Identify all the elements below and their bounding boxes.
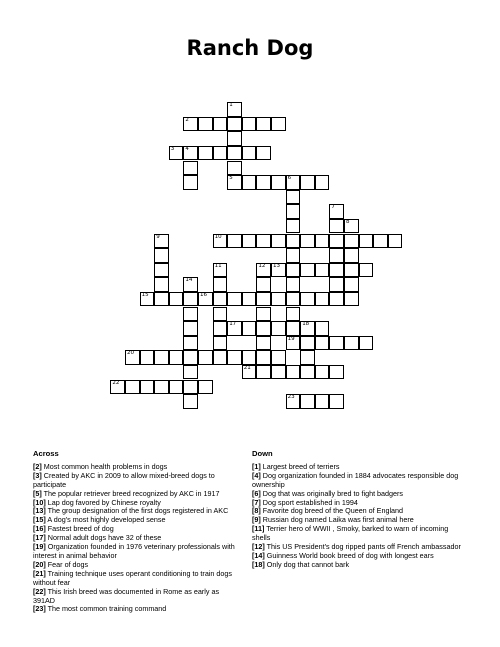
grid-cell[interactable] [227,161,242,176]
grid-cell[interactable] [359,234,374,249]
clue-number: [18] [252,559,265,569]
clue-text: Favorite dog breed of the Queen of England [260,506,404,516]
cell-number: 1 [229,102,233,109]
cell-number: 23 [287,394,295,401]
cell-number: 3 [170,145,175,152]
grid-cell[interactable] [329,219,344,234]
grid-cell[interactable] [344,277,359,292]
grid-cell[interactable] [271,263,286,278]
grid-cell[interactable] [169,380,184,395]
grid-cell[interactable] [242,321,257,336]
grid-cell[interactable] [271,350,286,365]
grid-cell[interactable] [213,263,228,278]
across-clues [33,450,241,614]
grid-cell[interactable] [329,394,344,409]
grid-cell[interactable] [300,292,315,307]
grid-cell[interactable] [213,350,228,365]
cell-number: 10 [214,233,222,240]
grid-cell[interactable] [286,234,301,249]
grid-cell[interactable] [256,307,271,322]
clue-number: [9] [252,515,261,525]
grid-cell[interactable] [344,219,359,234]
grid-cell[interactable] [286,321,301,336]
grid-cell[interactable] [213,321,228,336]
clue-text: Russian dog named Laika was first animal here [260,515,414,525]
clue-number: [17] [33,533,46,543]
grid-cell[interactable] [140,350,155,365]
grid-cell[interactable] [256,263,271,278]
grid-cell[interactable] [344,248,359,263]
cell-number: 7 [331,204,335,211]
clue-number: [11] [252,524,265,534]
clue-text: The most common training command [45,604,167,614]
grid-cell[interactable] [256,350,271,365]
clue-number: [20] [33,559,46,569]
grid-cell[interactable] [242,365,257,380]
grid-cell[interactable] [286,292,301,307]
clue-text: The group designation of the first dogs registered in AKC [45,506,229,516]
grid-cell[interactable] [315,234,330,249]
grid-cell[interactable] [183,380,198,395]
grid-cell[interactable] [286,277,301,292]
grid-cell[interactable] [169,146,184,161]
grid-cell[interactable] [183,277,198,292]
clue-number: [6] [252,488,261,498]
grid-cell[interactable] [286,394,301,409]
clue-text: Dog organization founded in 1884 advocates responsible dog ownership [252,470,459,489]
grid-cell[interactable] [300,336,315,351]
clue-number: [21] [33,568,46,578]
grid-cell[interactable] [359,336,374,351]
across-clue [33,570,241,588]
grid-cell[interactable] [286,175,301,190]
grid-cell[interactable] [256,277,271,292]
across-clue [33,588,241,606]
grid-cell[interactable] [183,365,198,380]
grid-cell[interactable] [183,307,198,322]
grid-cell[interactable] [329,336,344,351]
grid-cell[interactable] [315,321,330,336]
clue-text: Created by AKC in 2009 to allow mixed-breed dogs to participate [33,470,215,489]
across-clue-list [33,463,241,614]
grid-cell[interactable] [344,336,359,351]
cell-number: 18 [302,321,310,328]
grid-cell[interactable] [198,117,213,132]
grid-cell[interactable] [286,307,301,322]
grid-cell[interactable] [329,248,344,263]
clue-text: This US President's dog ripped pants off French ambassador [264,542,461,552]
grid-cell[interactable] [154,350,169,365]
clue-number: [23] [33,604,46,614]
across-heading: Across [33,449,59,458]
down-clue [252,525,466,543]
grid-cell[interactable] [256,234,271,249]
grid-cell[interactable] [154,234,169,249]
clue-number: [13] [33,506,46,516]
grid-cell[interactable] [198,292,213,307]
grid-cell[interactable] [300,234,315,249]
clue-text: Terrier hero of WWII , Smoky, barked to warn of incoming shells [252,524,449,543]
cell-number: 12 [258,262,266,269]
grid-cell[interactable] [300,321,315,336]
grid-cell[interactable] [227,146,242,161]
clue-number: [16] [33,524,46,534]
grid-cell[interactable] [183,161,198,176]
grid-cell[interactable] [198,146,213,161]
grid-cell[interactable] [286,219,301,234]
clue-text: Fastest breed of dog [45,524,114,534]
grid-cell[interactable] [300,350,315,365]
grid-cell[interactable] [256,365,271,380]
grid-cell[interactable] [329,204,344,219]
grid-cell[interactable] [300,263,315,278]
grid-cell[interactable] [286,204,301,219]
cell-number: 4 [185,145,189,152]
grid-cell[interactable] [213,336,228,351]
grid-cell[interactable] [373,234,388,249]
grid-cell[interactable] [154,380,169,395]
grid-cell[interactable] [256,292,271,307]
grid-cell[interactable] [315,263,330,278]
clue-number: [14] [252,550,265,560]
cell-number: 8 [346,218,350,225]
clue-text: Organization founded in 1976 veterinary professionals with interest in animal behavior [33,542,235,560]
down-heading: Down [252,449,273,458]
grid-cell[interactable] [198,380,213,395]
clue-number: [2] [33,461,42,471]
grid-cell[interactable] [329,234,344,249]
grid-cell[interactable] [256,336,271,351]
cell-number: 14 [185,277,193,284]
grid-cell[interactable] [183,350,198,365]
grid-cell[interactable] [315,394,330,409]
grid-cell[interactable] [227,292,242,307]
grid-cell[interactable] [125,380,140,395]
grid-cell[interactable] [154,292,169,307]
grid-cell[interactable] [154,248,169,263]
grid-cell[interactable] [271,292,286,307]
cell-number: 22 [112,379,120,386]
clue-text: Guinness World book breed of dog with longest ears [264,550,434,560]
clue-number: [10] [33,497,46,507]
grid-cell[interactable] [140,380,155,395]
down-clue [252,472,466,490]
grid-cell[interactable] [242,175,257,190]
grid-cell[interactable] [315,175,330,190]
grid-cell[interactable] [227,321,242,336]
grid-cell[interactable] [271,175,286,190]
cell-number: 2 [185,116,189,123]
clue-text: Normal adult dogs have 32 of these [45,533,162,543]
grid-cell[interactable] [227,175,242,190]
grid-cell[interactable] [300,365,315,380]
grid-cell[interactable] [344,292,359,307]
grid-cell[interactable] [227,102,242,117]
clue-number: [1] [252,461,261,471]
grid-cell[interactable] [286,336,301,351]
grid-cell[interactable] [242,117,257,132]
grid-cell[interactable] [242,350,257,365]
grid-cell[interactable] [315,292,330,307]
clue-number: [4] [252,470,261,480]
grid-cell[interactable] [300,175,315,190]
grid-cell[interactable] [271,365,286,380]
grid-cell[interactable] [271,117,286,132]
cell-number: 15 [141,291,149,298]
clue-text: Dog sport established in 1994 [260,497,358,507]
grid-cell[interactable] [286,190,301,205]
grid-cell[interactable] [256,321,271,336]
grid-cell[interactable] [227,131,242,146]
clue-number: [5] [33,488,42,498]
clue-text: Fear of dogs [45,559,89,569]
clue-text: Largest breed of terriers [260,461,340,471]
grid-cell[interactable] [256,175,271,190]
grid-cell[interactable] [271,321,286,336]
grid-cell[interactable] [183,321,198,336]
cell-number: 11 [214,262,222,269]
clue-number: [22] [33,586,46,596]
clue-text: Lap dog favored by Chinese royalty [45,497,161,507]
grid-cell[interactable] [198,350,213,365]
clue-text: This Irish breed was documented in Rome as early as 391AD [33,586,220,605]
grid-cell[interactable] [242,234,257,249]
grid-cell[interactable] [110,380,125,395]
clue-text: The popular retriever breed recognized by AKC in 1917 [41,488,220,498]
grid-cell[interactable] [154,277,169,292]
down-clue-list [252,463,466,570]
grid-cell[interactable] [329,292,344,307]
grid-cell[interactable] [213,292,228,307]
grid-cell[interactable] [140,292,155,307]
grid-cell[interactable] [329,263,344,278]
grid-cell[interactable] [169,350,184,365]
cell-number: 17 [229,321,237,328]
grid-cell[interactable] [183,146,198,161]
clue-text: A dog's most highly developed sense [45,515,166,525]
across-clue [33,472,241,490]
grid-cell[interactable] [344,234,359,249]
grid-cell[interactable] [329,277,344,292]
across-clue [33,543,241,561]
grid-cell[interactable] [213,117,228,132]
across-clue [33,605,241,614]
grid-cell[interactable] [213,307,228,322]
grid-cell[interactable] [125,350,140,365]
clue-text: Dog that was originally bred to fight badgers [260,488,404,498]
down-clues [252,450,466,570]
cell-number: 16 [200,291,207,298]
clue-text: Only dog that cannot bark [264,559,350,569]
grid-cell[interactable] [183,394,198,409]
down-clue [252,561,466,570]
cell-number: 9 [156,233,160,240]
cell-number: 20 [127,350,134,357]
grid-cell[interactable] [329,365,344,380]
grid-cell[interactable] [315,365,330,380]
grid-cell[interactable] [286,263,301,278]
cell-number: 19 [287,335,295,342]
grid-cell[interactable] [213,277,228,292]
cell-number: 21 [243,364,251,371]
grid-cell[interactable] [227,350,242,365]
puzzle-title: Ranch Dog [186,36,314,60]
grid-cell[interactable] [286,365,301,380]
grid-cell[interactable] [183,336,198,351]
clue-number: [7] [252,497,261,507]
grid-cell[interactable] [183,175,198,190]
grid-cell[interactable] [271,234,286,249]
grid-cell[interactable] [213,234,228,249]
grid-cell[interactable] [344,263,359,278]
grid-cell[interactable] [242,146,257,161]
cell-number: 6 [287,175,292,182]
cell-number: 13 [273,262,280,269]
clue-number: [8] [252,506,261,516]
grid-cell[interactable] [213,146,228,161]
grid-cell[interactable] [256,117,271,132]
grid-cell[interactable] [183,117,198,132]
cell-number: 5 [229,175,233,182]
grid-cell[interactable] [256,146,271,161]
grid-cell[interactable] [300,394,315,409]
grid-cell[interactable] [359,263,374,278]
grid-cell[interactable] [227,234,242,249]
clue-number: [15] [33,515,46,525]
grid-cell[interactable] [242,292,257,307]
clue-text: Training technique uses operant conditioning to train dogs without fear [33,568,232,587]
clue-number: [19] [33,542,46,552]
grid-cell[interactable] [169,292,184,307]
clue-number: [12] [252,542,265,552]
grid-cell[interactable] [388,234,403,249]
grid-cell[interactable] [183,292,198,307]
clue-number: [3] [33,470,42,480]
clue-text: Most common health problems in dogs [41,461,168,471]
grid-cell[interactable] [227,117,242,132]
grid-cell[interactable] [286,248,301,263]
grid-cell[interactable] [315,336,330,351]
grid-cell[interactable] [154,263,169,278]
